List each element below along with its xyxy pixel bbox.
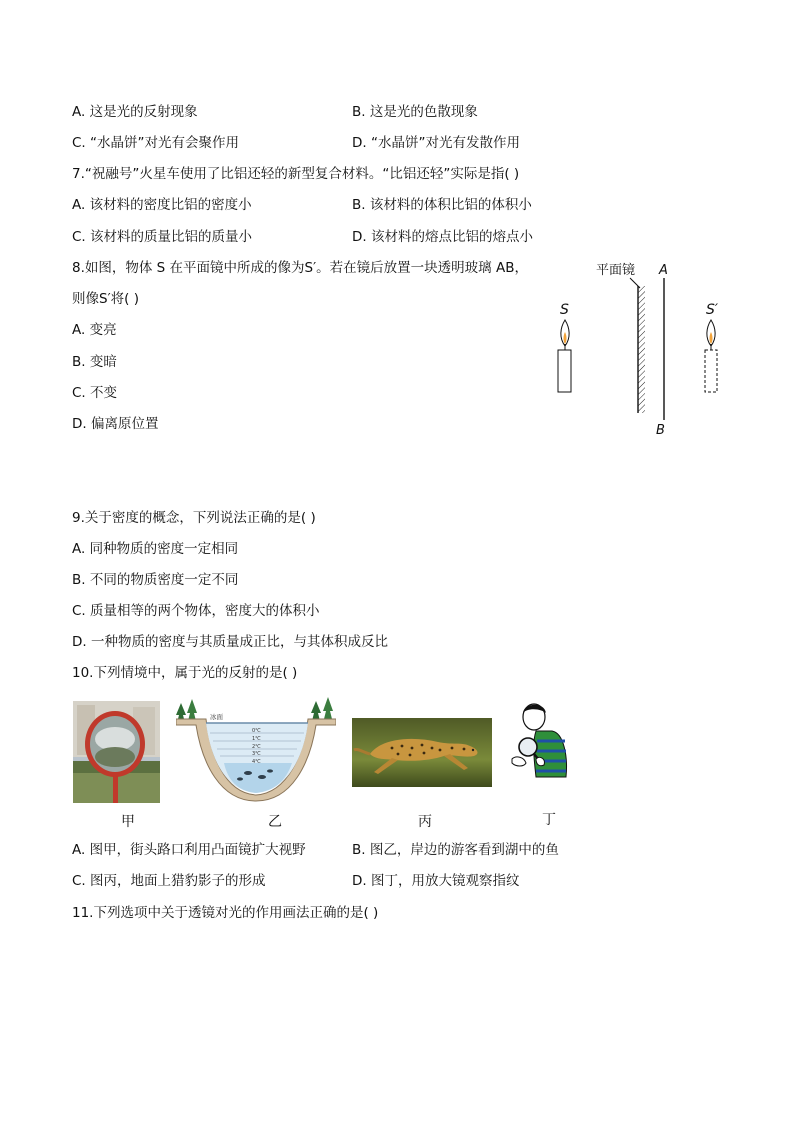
q9-option-c: C. 质量相等的两个物体，密度大的体积小	[72, 603, 320, 619]
q6-option-b: B. 这是光的色散现象	[352, 104, 478, 120]
glass-label-b: B	[656, 423, 665, 438]
magnifying-glass-icon	[519, 738, 537, 756]
q7-stem: 7.“祝融号”火星车使用了比铝还轻的新型复合材料。“比铝还轻”实际是指( )	[72, 166, 520, 182]
mirror-hatching	[638, 286, 645, 413]
q10-option-d: D. 图丁，用放大镜观察指纹	[352, 873, 520, 889]
q8-option-d: D. 偏离原位置	[72, 416, 159, 432]
temp-label-3: 3℃	[252, 751, 261, 757]
q9-option-d: D. 一种物质的密度与其质量成正比，与其体积成反比	[72, 634, 388, 650]
temp-label-1: 1℃	[252, 736, 261, 742]
caption-ding: 丁	[542, 812, 556, 828]
q8-stem-line1: 8.如图，物体 S 在平面镜中所成的像为S′。若在镜后放置一块透明玻璃 AB，	[72, 260, 528, 276]
magnifier-boy-drawing	[506, 697, 576, 793]
q11-stem: 11.下列选项中关于透镜对光的作用画法正确的是( )	[72, 905, 379, 921]
q10-option-b: B. 图乙，岸边的游客看到湖中的鱼	[352, 842, 559, 858]
temp-label-2: 2℃	[252, 744, 261, 750]
q8-option-a: A. 变亮	[72, 322, 117, 338]
image-label-s-prime: S′	[706, 302, 719, 318]
fish-icon	[267, 769, 273, 772]
ice-surface-label: 冰面	[210, 713, 223, 721]
convex-mirror-photo	[73, 701, 160, 803]
q6-option-a: A. 这是光的反射现象	[72, 104, 198, 120]
q10-option-c: C. 图丙，地面上猎豹影子的形成	[72, 873, 266, 889]
q9-option-b: B. 不同的物质密度一定不同	[72, 572, 239, 588]
q8-mirror-figure	[548, 258, 738, 438]
temp-label-0: 0℃	[252, 728, 261, 734]
q8-stem-line2: 则像S′将( )	[72, 291, 139, 307]
q7-option-d: D. 该材料的熔点比铝的熔点小	[352, 229, 533, 245]
caption-bing: 丙	[418, 814, 432, 830]
candle-image-icon	[705, 320, 717, 392]
q6-option-c: C. “水晶饼”对光有会聚作用	[72, 135, 239, 151]
object-label-s: S	[560, 302, 569, 318]
cheetah-photo	[352, 718, 492, 787]
q6-option-d: D. “水晶饼”对光有发散作用	[352, 135, 520, 151]
q10-option-a: A. 图甲，街头路口利用凸面镜扩大视野	[72, 842, 306, 858]
q8-option-b: B. 变暗	[72, 354, 117, 370]
q9-stem: 9.关于密度的概念，下列说法正确的是( )	[72, 510, 316, 526]
q8-option-c: C. 不变	[72, 385, 118, 401]
caption-jia: 甲	[121, 814, 135, 830]
fish-icon	[258, 775, 266, 779]
q7-option-c: C. 该材料的质量比铝的质量小	[72, 229, 253, 245]
frozen-lake-diagram	[176, 693, 336, 803]
q7-option-a: A. 该材料的密度比铝的密度小	[72, 197, 252, 213]
q10-stem: 10.下列情境中，属于光的反射的是( )	[72, 665, 298, 681]
fish-icon	[244, 771, 252, 775]
q7-option-b: B. 该材料的体积比铝的体积小	[352, 197, 532, 213]
candle-object-icon	[558, 320, 571, 392]
q9-option-a: A. 同种物质的密度一定相同	[72, 541, 239, 557]
caption-yi: 乙	[268, 814, 282, 830]
temp-label-4: 4℃	[252, 759, 261, 765]
glass-label-a: A	[659, 263, 668, 278]
fish-icon	[237, 777, 243, 780]
mirror-label: 平面镜	[596, 263, 636, 278]
